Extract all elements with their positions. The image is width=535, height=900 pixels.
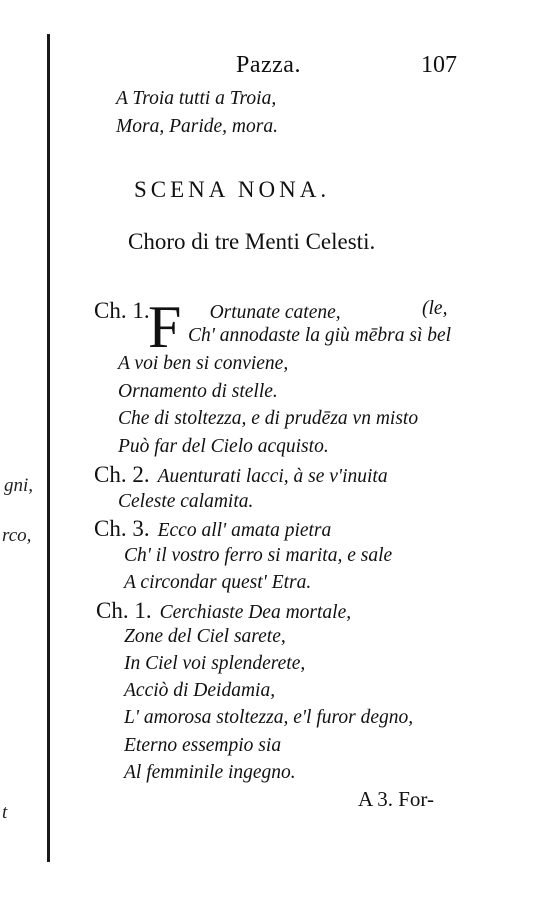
verse-text: Ch' il vostro ferro si marita, e sale [124, 545, 393, 566]
verse-text: Ornamento di stelle. [118, 381, 278, 402]
speaker-label: Ch. 1. [94, 298, 150, 323]
drop-cap: F [148, 294, 182, 360]
verse-text: Al femminile ingegno. [124, 762, 296, 783]
speaker-label: Ch. 1. [96, 598, 152, 623]
scene-title: SCENA NONA. [134, 177, 331, 202]
verse-line [94, 462, 388, 488]
verse-line: Mora, Paride, mora. [116, 116, 278, 137]
verse-text: Eterno essempio sia [124, 735, 282, 756]
catchword: A 3. For- [358, 787, 435, 811]
verse-text: Ch' annodaste la giù mēbra sì bel [188, 325, 452, 346]
scene-subtitle: Choro di tre Menti Celesti. [128, 229, 376, 254]
speaker-label: Ch. 3. [94, 516, 150, 541]
verse-text: Cerchiaste Dea mortale, [159, 602, 352, 623]
verse-line [94, 298, 341, 324]
verse-text: Acciò di Deidamia, [124, 680, 276, 701]
verse-text: In Ciel voi splenderete, [124, 653, 306, 674]
verse-line [94, 516, 331, 542]
margin-fragment: rco, [2, 525, 32, 546]
verse-text: Auenturati lacci, à se v'inuita [157, 466, 388, 487]
verse-text: L' amorosa stoltezza, e'l furor degno, [124, 707, 414, 728]
gutter-line [47, 34, 50, 862]
speaker-label: Ch. 2. [94, 462, 150, 487]
verse-text: A voi ben si conviene, [118, 353, 289, 374]
verse-text: Celeste calamita. [118, 491, 254, 512]
verse-text: A circondar quest' Etra. [124, 572, 312, 593]
verse-line [96, 598, 351, 624]
running-head: Pazza. [236, 52, 301, 78]
verse-line: A Troia tutti a Troia, [116, 88, 277, 109]
margin-fragment: t [2, 802, 8, 823]
verse-text: Zone del Ciel sarete, [124, 626, 286, 647]
verse-text: Ecco all' amata pietra [157, 520, 332, 541]
verse-text: (le, [422, 298, 448, 319]
verse-text: Che di stoltezza, e di prudēza vn misto [118, 408, 419, 429]
page-number: 107 [421, 52, 457, 78]
verse-text: Può far del Cielo acquisto. [118, 436, 329, 457]
verse-text: Ortunate catene, [209, 302, 341, 323]
margin-fragment: gni, [4, 475, 34, 496]
